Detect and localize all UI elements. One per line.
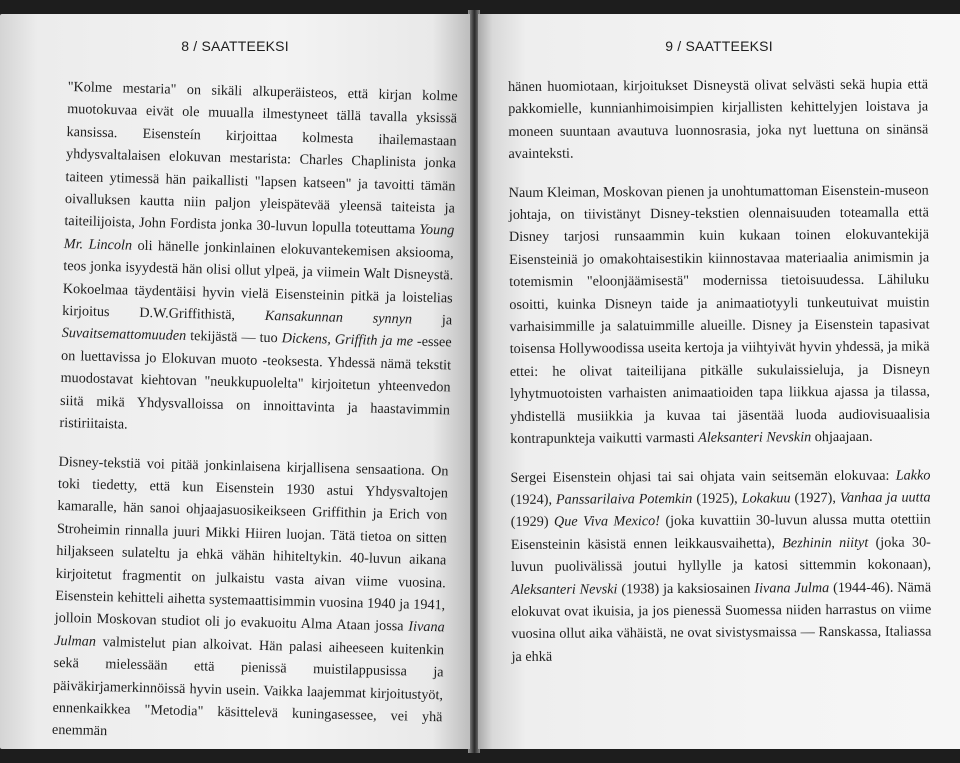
page-body: [51, 76, 458, 749]
italic-title: Bezhinin niityt: [782, 534, 869, 552]
text-run: ja: [411, 311, 453, 329]
italic-title: Iivana Julman: [54, 618, 445, 650]
italic-title: Iivana Julma: [754, 579, 830, 597]
text-run: (1924),: [510, 491, 556, 508]
right-page: [478, 14, 960, 749]
italic-title: Aleksanteri Nevskin: [698, 429, 812, 446]
text-run: (joka 30-luvun puolivälissä joutui hyllylle ja katosi sittemmin kokonaan),: [510, 534, 932, 576]
page-body: [508, 73, 932, 684]
text-run: (joka kuvattiin 30-luvun alussa mutta otettiin Eisensteinin käsistä ennen leikkausvaihetta),: [510, 511, 931, 553]
text-run: Naum Kleiman, Moskovan pienen ja unohtumattoman Eisenstein-museon johtaja, on tiivistänyt Disney-tekstien olennaisuuden toteamalla että Disney tarjosi runsaammin kuin kukaan toinen elokuvantekijä Eisensteiniä jo omakohtaisestikin kiinnostavaa materiaalia animismin ja totemismin "eloonjäämisestä" modernissa tietoisuudessa. Lähiluku osoitti, kuinka Disneyn taide ja animaatiotyyli tunkeutuivat muistin varhaisimmille ja salatuimmille alueille. Disney ja Eisenstein tapasivat toisensa Hollywoodissa useita kertoja ja viihtyivät hyvin yhdessä, ja mikä ettei: he olivat taiteilijana pitkälle sukulaissieluja, ja Disneyn lyhytmuotoisten varhaisten animaatioiden tapa liikkua ajassa ja tilassa, yhdistellä musiikkia ja kuvaa tai jäsentää luoda audiovisuaalisia kontrapunkteja vaikutti varmasti: [508, 182, 931, 448]
paragraph: [52, 450, 449, 749]
text-run: ohjaajaan.: [811, 428, 873, 446]
text-run: (1938) ja kaksiosainen: [617, 580, 755, 597]
paragraph: [510, 464, 931, 668]
text-run: "Kolme mestaria" on sikäli alkuperäisteos, että kirjan kolme muotokuvaa eivät ole muualla ilmestyneet tällä tavalla yksissä kansissa. Eisensteín kirjoittaa kolmesta ihailemastaan yhdysvaltalaisen elokuvan mestarista: Charles Chaplinista jonka taiteen ytimessä hän paikallisti "lapsen katseen" ja tavoitti tämän oivalluksen kautta niin paljon yleispätevää yleensä taiteista ja taiteilijoista, John Fordista jonka 30-luvun lopulla toteuttama: [64, 78, 458, 239]
text-run: hänen huomiotaan, kirjoitukset Disneystä olivat selvästi sekä hupia että pakkomielle, kunnianhimoisimpien kirjallisten kehittelyjen loistava ja moneen suuntaan avautuva luonnosrasia, joka nyt luettuna on sinänsä avainteksti.: [508, 76, 929, 163]
text-run: (1927),: [790, 489, 840, 507]
italic-title: Aleksanteri Nevski: [511, 580, 618, 598]
text-run: (1925),: [692, 490, 742, 507]
text-run: oli hänelle jonkinlainen elokuvantekemisen aksiooma, teos jonka isyydestä hän olisi ollut ylpeä, ja viimein Walt Disneystä. Kokoelmaa täydentäisi hyvin vielä Eisensteinin pitkä ja loistelias kirjoitus D.W.Griffithistä,: [62, 237, 454, 324]
text-run: Disney-tekstiä voi pitää jonkinlaisena kirjallisena sensaationa. On toki tiedetty, että kun Eisenstein 1930 astui Yhdysvaltojen kamaralle, hän sanoi ohjaajasuosikeikseen Griffithin ja Erich von Stroheimin rinnalla juuri Mikki Hiiren luojan. Tätä tietoa on sitten hiljakseen sulateltu ja ehkä vähän hihiteltykin. 40-luvun aikana kirjoitetut fragmentit on julkaistu vasta aivan viime vuosina. Eisenstein kehitteli aihetta systemaattisimmin vuosina 1940 ja 1941, jolloin Moskovan studiot oli jo evakuoitu Alma Ataan jossa: [54, 453, 449, 635]
italic-title: Lokakuu: [741, 490, 791, 507]
left-page: [0, 14, 470, 749]
italic-title: Suvaitsemattomuuden: [61, 325, 187, 345]
paragraph: [508, 73, 929, 165]
italic-title: Lakko: [895, 466, 931, 484]
paragraph: [509, 179, 931, 450]
text-run: tekijästä — tuo: [185, 328, 282, 347]
page-header: 8 / SAATTEEKSI: [181, 38, 289, 54]
text-run: (1929): [510, 514, 555, 531]
italic-title: Dickens, Griffith ja me: [281, 330, 414, 350]
italic-title: Que Viva Mexico!: [553, 513, 661, 531]
italic-title: Young Mr. Lincoln: [63, 222, 455, 254]
page-header: 9 / SAATTEEKSI: [665, 38, 773, 54]
paragraph: [59, 76, 458, 444]
italic-title: Kansakunnan synnyn: [264, 307, 413, 328]
text-run: -essee on luettavissa jo Elokuvan muoto -teoksesta. Yhdessä nämä tekstit muodostavat kiehtovan "neukkupuolelta" kirjoitetun yhteenvedon siitä mikä Yhdysvalloissa on innoittavinta ja haastavimmin ristiriitaista.: [59, 333, 452, 433]
text-run: valmistelut pian alkoivat. Hän palasi aiheeseen kuitenkin sekä mielessään että pienissä muistilappusissa ja päiväkirjamerkinnöissä hyvin usein. Vaikka laajemmat kirjoitustyöt, ennenkaikkea "Metodia" käsittelevä kuningasessee, vei yhä enemmän: [51, 633, 445, 740]
text-run: Sergei Eisenstein ohjasi tai sai ohjata vain seitsemän elokuvaa:: [510, 467, 896, 486]
text-run: (1944-46). Nämä elokuvat ovat ikuisia, ja jos pienessä Suomessa niiden harrastus on viime vuosina ollut aika vähäistä, ne ovat sivistysmaissa — Ranskassa, Italiassa ja ehkä: [511, 578, 932, 665]
italic-title: Vanhaa ja uutta: [839, 489, 931, 506]
italic-title: Panssarilaiva Potemkin: [555, 490, 693, 508]
